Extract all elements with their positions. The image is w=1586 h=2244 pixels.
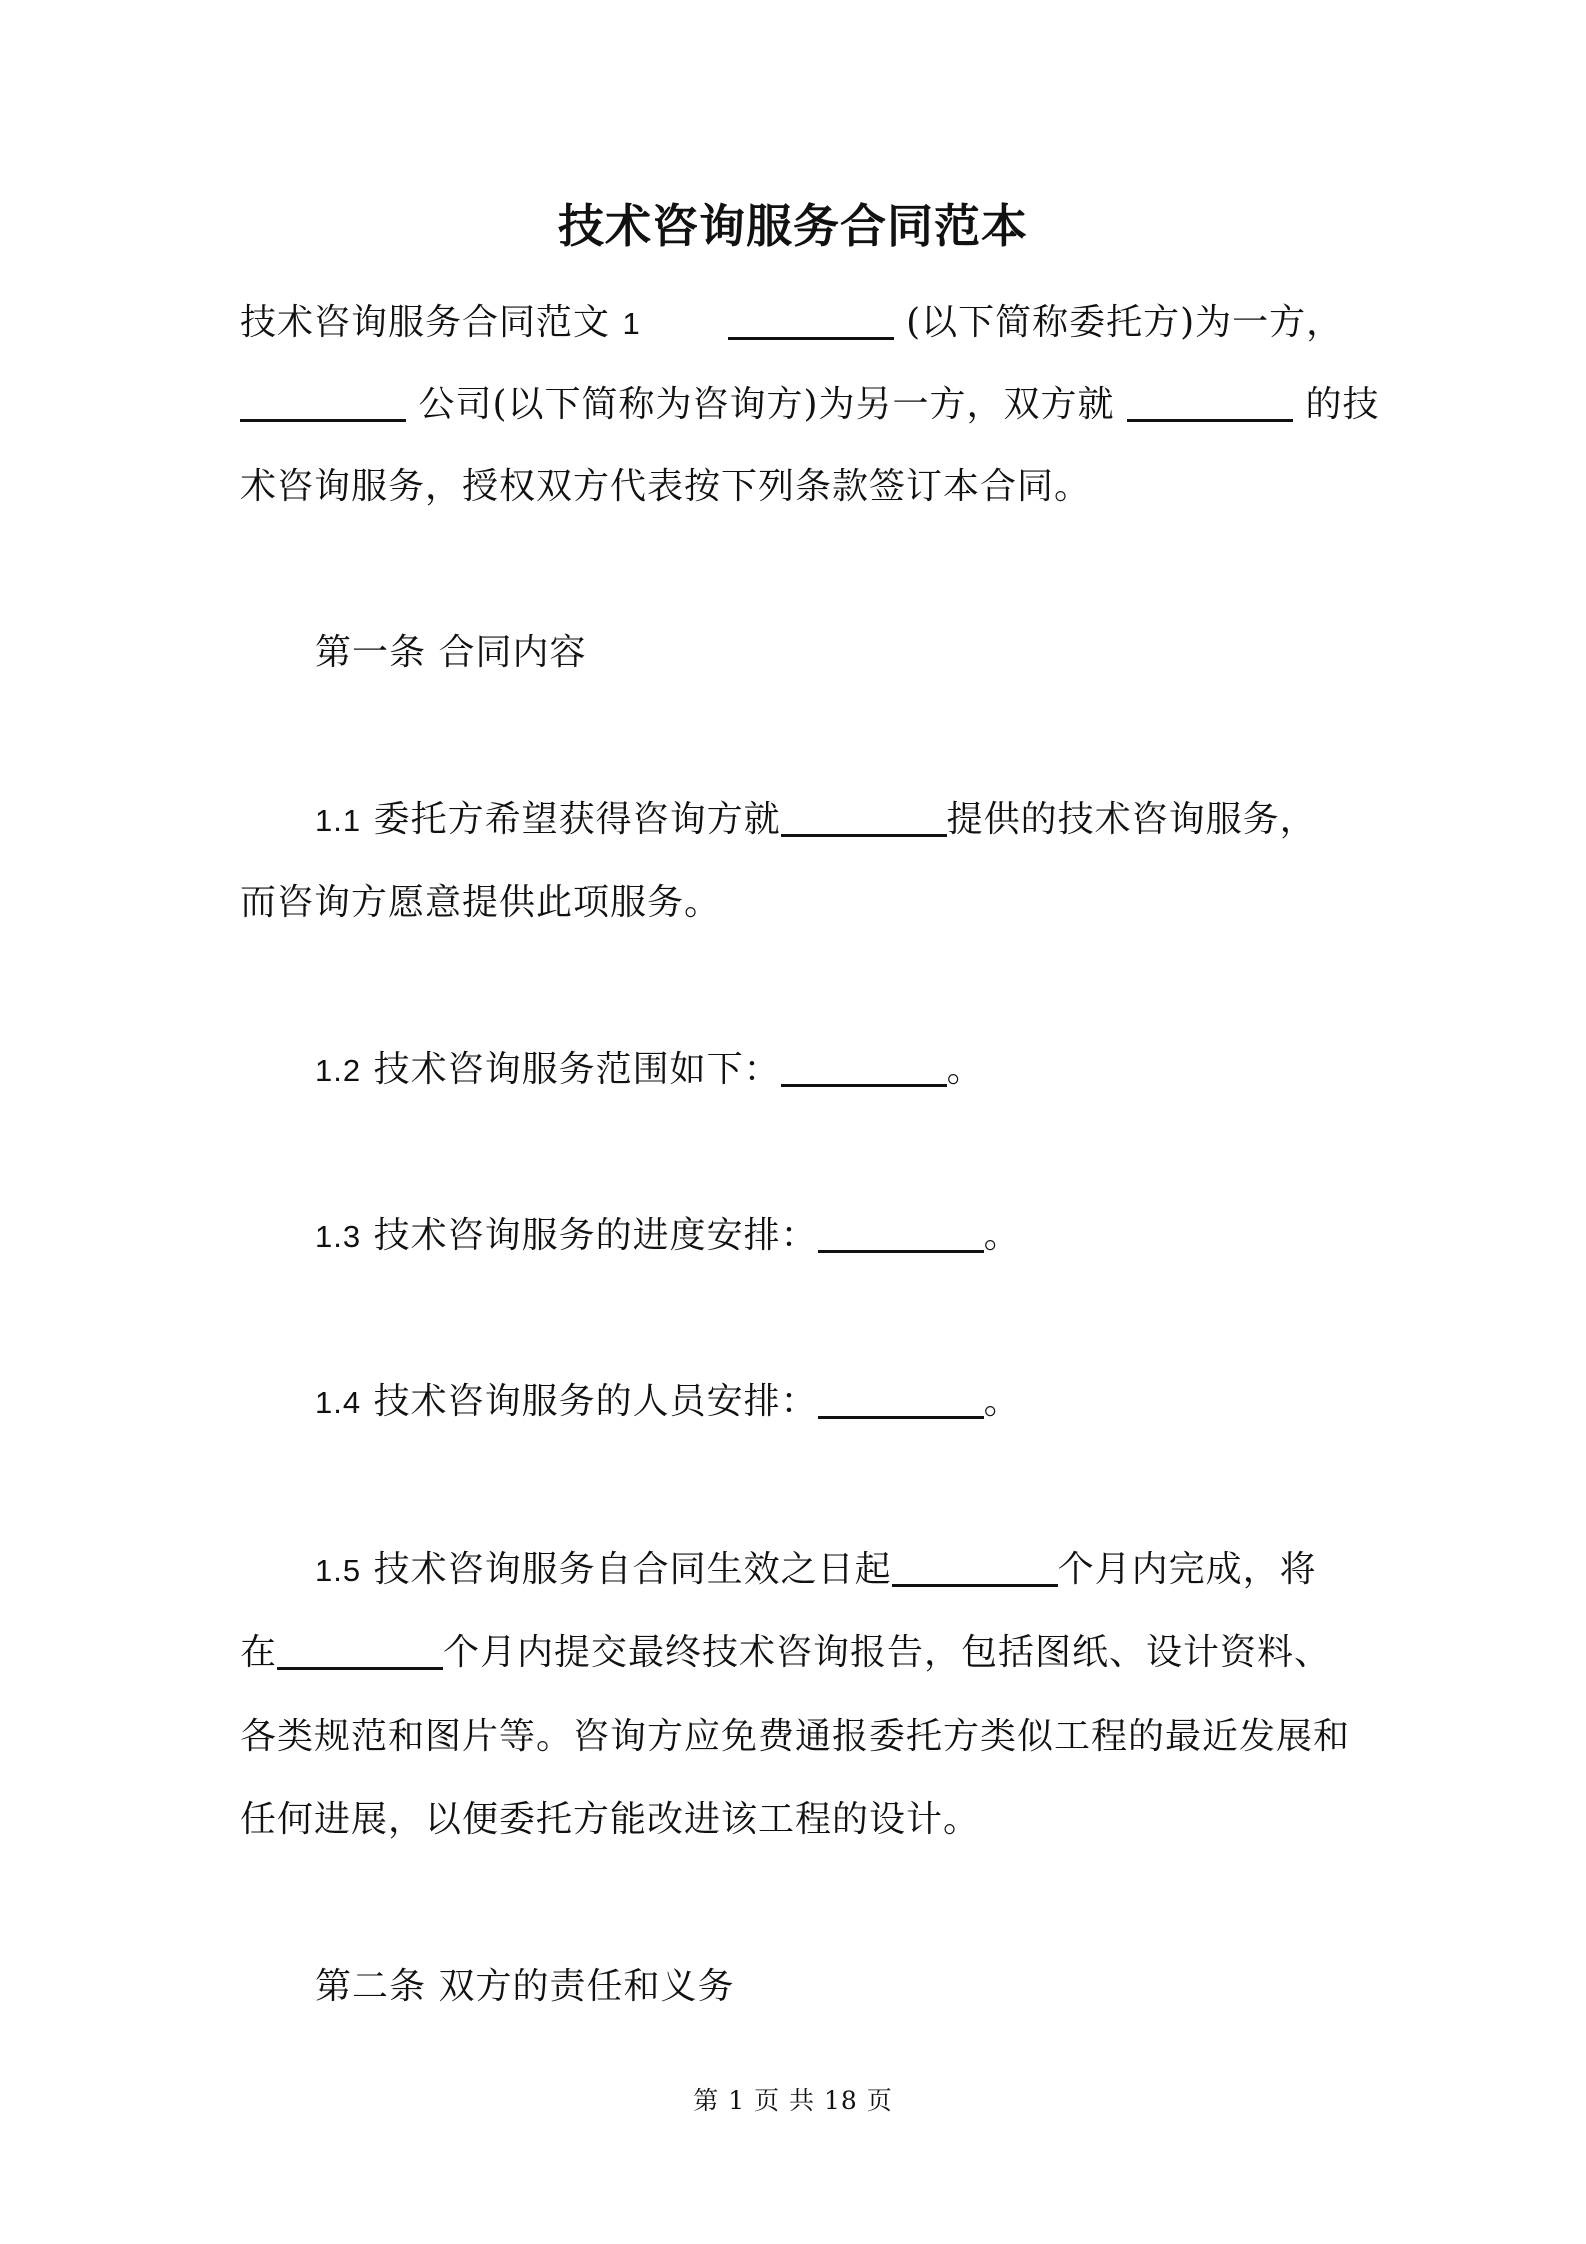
clause-number: 1.1: [315, 803, 362, 838]
intro-line-1: [240, 298, 1343, 349]
clause-text: 提供的技术咨询服务，: [946, 799, 1317, 840]
clause-1-5-line-4: 任何进展，以便委托方能改进该工程的设计。: [240, 1799, 981, 1840]
clause-1-5-line-2: [240, 1628, 1331, 1678]
clause-text: 。: [983, 1381, 1021, 1422]
clause-number: 1.4: [315, 1385, 362, 1420]
document-title: 技术咨询服务合同范本: [558, 199, 1028, 253]
article-2-heading: 第二条 双方的责任和义务: [315, 1966, 735, 2007]
intro-text: (以下简称委托方)为一方，: [906, 302, 1344, 343]
fill-blank: [240, 383, 406, 422]
clause-1-4: [315, 1377, 1021, 1428]
fill-blank: [781, 798, 947, 837]
clause-text: 技术咨询服务自合同生效之日起: [373, 1549, 892, 1590]
clause-text: 。: [983, 1215, 1021, 1256]
clause-text: 在: [240, 1632, 278, 1673]
fill-blank: [277, 1631, 443, 1670]
clause-text: 。: [946, 1049, 984, 1090]
clause-number: 1.5: [315, 1553, 362, 1588]
clause-1-1-cont: 而咨询方愿意提供此项服务。: [240, 882, 722, 923]
page-footer: 第 1 页 共 18 页: [693, 2086, 893, 2115]
clause-text: 技术咨询服务的进度安排：: [373, 1215, 818, 1256]
intro-text: 技术咨询服务合同范文: [240, 302, 611, 343]
fill-blank: [728, 301, 894, 340]
clause-1-1: [315, 795, 1317, 846]
clause-1-5: [315, 1545, 1317, 1596]
intro-text: 公司(以下简称为咨询方)为另一方，双方就: [418, 384, 1115, 425]
clause-text: 技术咨询服务的人员安排：: [373, 1381, 818, 1422]
article-1-heading: 第一条 合同内容: [315, 632, 587, 673]
intro-line-2: [240, 380, 1379, 430]
clause-text: 个月内提交最终技术咨询报告，包括图纸、设计资料、: [443, 1632, 1332, 1673]
intro-number: 1: [622, 306, 641, 341]
clause-1-2: [315, 1045, 984, 1096]
clause-1-5-line-3: 各类规范和图片等。咨询方应免费通报委托方类似工程的最近发展和: [240, 1716, 1351, 1757]
fill-blank: [818, 1380, 984, 1419]
fill-blank: [781, 1048, 947, 1087]
intro-line-3: 术咨询服务，授权双方代表按下列条款签订本合同。: [240, 466, 1092, 507]
fill-blank: [1127, 383, 1293, 422]
clause-text: 委托方希望获得咨询方就: [373, 799, 781, 840]
clause-number: 1.2: [315, 1053, 362, 1088]
fill-blank: [892, 1548, 1058, 1587]
clause-text: 技术咨询服务范围如下：: [373, 1049, 781, 1090]
intro-text: 的技: [1305, 384, 1380, 425]
clause-1-3: [315, 1211, 1021, 1262]
clause-number: 1.3: [315, 1219, 362, 1254]
clause-text: 个月内完成，将: [1057, 1549, 1317, 1590]
fill-blank: [818, 1214, 984, 1253]
